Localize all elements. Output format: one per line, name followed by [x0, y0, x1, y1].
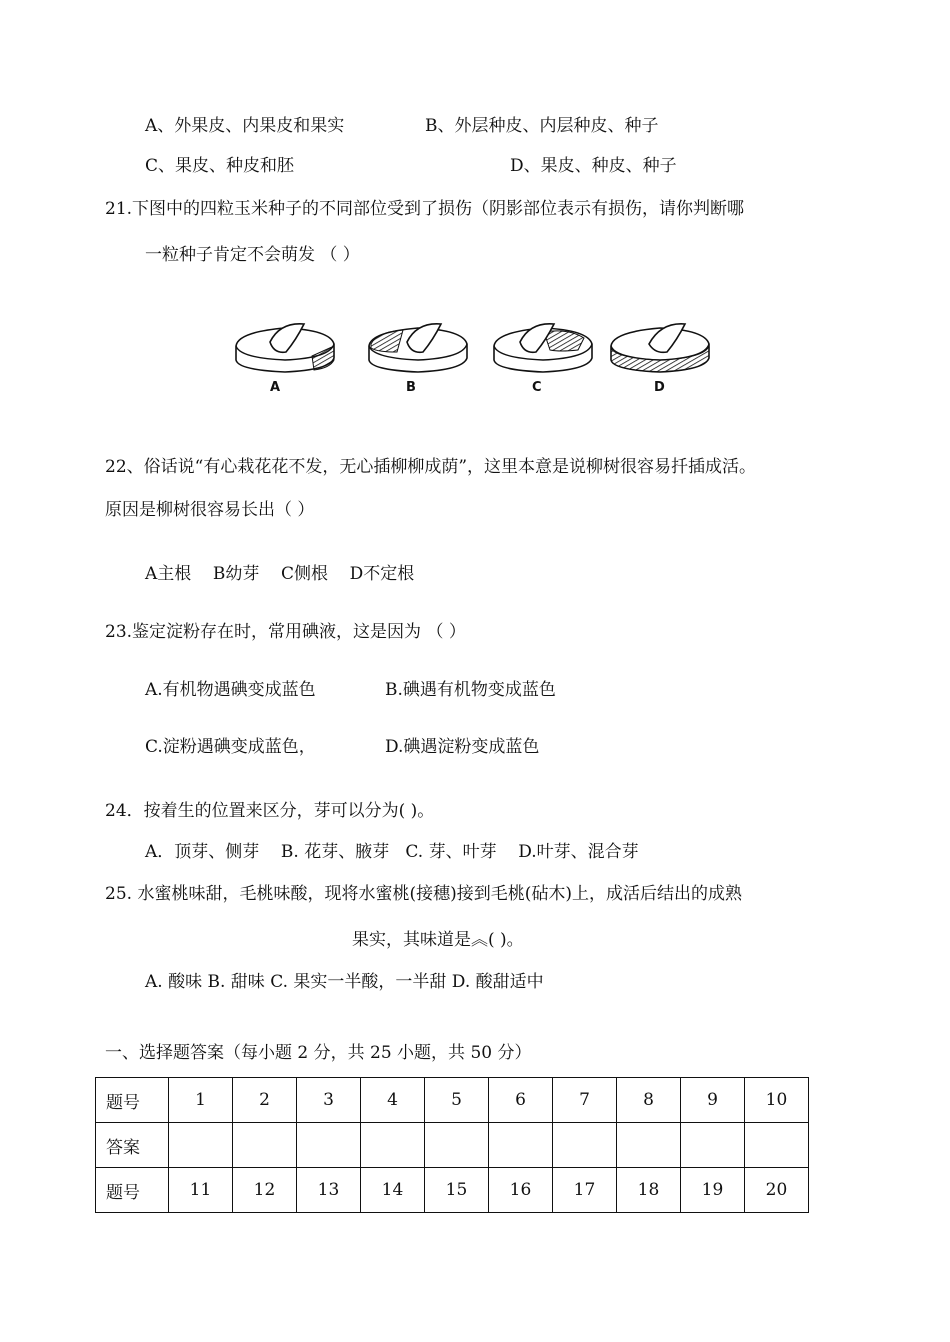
table-cell: 15	[425, 1168, 489, 1213]
seed-label-d: D	[654, 380, 665, 395]
table-cell: 10	[745, 1078, 809, 1123]
answer-section-title: 一、选择题答案（每小题 2 分，共 25 小题，共 50 分）	[105, 1043, 532, 1063]
table-cell: 题号	[96, 1078, 169, 1123]
q22-stem-line2: 原因是柳树很容易长出（ ）	[105, 500, 315, 520]
q24-options: A．顶芽、侧芽 B. 花芽、腋芽 C. 芽、叶芽 D.叶芽、混合芽	[145, 842, 639, 862]
answer-blank[interactable]	[553, 1123, 617, 1168]
table-cell: 12	[233, 1168, 297, 1213]
q24-stem: 24．按着生的位置来区分，芽可以分为( )。	[105, 801, 435, 821]
answer-blank[interactable]	[617, 1123, 681, 1168]
table-cell: 8	[617, 1078, 681, 1123]
corn-seed-figure	[230, 318, 730, 398]
table-cell: 7	[553, 1078, 617, 1123]
q20-option-a: A、外果皮、内果皮和果实	[145, 116, 345, 136]
seed-c-illustration	[488, 318, 598, 378]
answer-blank[interactable]	[681, 1123, 745, 1168]
table-row	[96, 1168, 809, 1213]
answer-blank[interactable]	[169, 1123, 233, 1168]
table-row	[96, 1078, 809, 1123]
table-cell: 11	[169, 1168, 233, 1213]
table-cell: 6	[489, 1078, 553, 1123]
q23-option-c: C.淀粉遇碘变成蓝色，	[145, 737, 316, 757]
q25-stem-line1: 25. 水蜜桃味甜，毛桃味酸，现将水蜜桃(接穗)接到毛桃(砧木)上，成活后结出的成熟	[105, 884, 742, 904]
q22-stem-line1: 22、俗话说“有心栽花花不发，无心插柳柳成荫”，这里本意是说柳树很容易扦插成活。	[105, 457, 757, 477]
table-cell: 13	[297, 1168, 361, 1213]
table-cell: 答案	[96, 1123, 169, 1168]
seed-label-b: B	[406, 380, 416, 395]
q20-option-b: B、外层种皮、内层种皮、种子	[425, 116, 659, 136]
table-cell: 19	[681, 1168, 745, 1213]
table-cell: 5	[425, 1078, 489, 1123]
answer-table	[95, 1077, 809, 1213]
table-cell: 9	[681, 1078, 745, 1123]
answer-blank[interactable]	[489, 1123, 553, 1168]
table-cell: 14	[361, 1168, 425, 1213]
answer-blank[interactable]	[425, 1123, 489, 1168]
q21-stem-line2: 一粒种子肯定不会萌发 （ ）	[145, 245, 360, 265]
q25-options: A. 酸味 B. 甜味 C. 果实一半酸，一半甜 D. 酸甜适中	[145, 972, 544, 992]
answer-blank[interactable]	[233, 1123, 297, 1168]
seed-d-illustration	[605, 318, 715, 378]
table-cell: 17	[553, 1168, 617, 1213]
table-cell: 16	[489, 1168, 553, 1213]
q23-option-b: B.碘遇有机物变成蓝色	[385, 680, 556, 700]
q21-stem-line1: 21.下图中的四粒玉米种子的不同部位受到了损伤（阴影部位表示有损伤，请你判断哪	[105, 199, 745, 219]
table-cell: 20	[745, 1168, 809, 1213]
q23-stem: 23.鉴定淀粉存在时，常用碘液，这是因为 （ ）	[105, 622, 466, 642]
seed-b-illustration	[363, 318, 473, 378]
table-cell: 4	[361, 1078, 425, 1123]
q20-option-c: C、果皮、种皮和胚	[145, 156, 295, 176]
answer-blank[interactable]	[297, 1123, 361, 1168]
table-cell: 3	[297, 1078, 361, 1123]
seed-a-illustration	[230, 318, 340, 378]
seed-label-a: A	[270, 380, 281, 395]
q23-option-d: D.碘遇淀粉变成蓝色	[385, 737, 540, 757]
table-cell: 2	[233, 1078, 297, 1123]
answer-blank[interactable]	[745, 1123, 809, 1168]
table-cell: 1	[169, 1078, 233, 1123]
q22-options: A主根 B幼芽 C侧根 D不定根	[145, 564, 415, 584]
q23-option-a: A.有机物遇碘变成蓝色	[145, 680, 316, 700]
table-cell: 18	[617, 1168, 681, 1213]
table-row	[96, 1123, 809, 1168]
table-cell: 题号	[96, 1168, 169, 1213]
answer-blank[interactable]	[361, 1123, 425, 1168]
q25-stem-line2: 果实，其味道是︽( )。	[352, 930, 524, 950]
seed-label-c: C	[532, 380, 542, 395]
q20-option-d: D、果皮、种皮、种子	[510, 156, 677, 176]
